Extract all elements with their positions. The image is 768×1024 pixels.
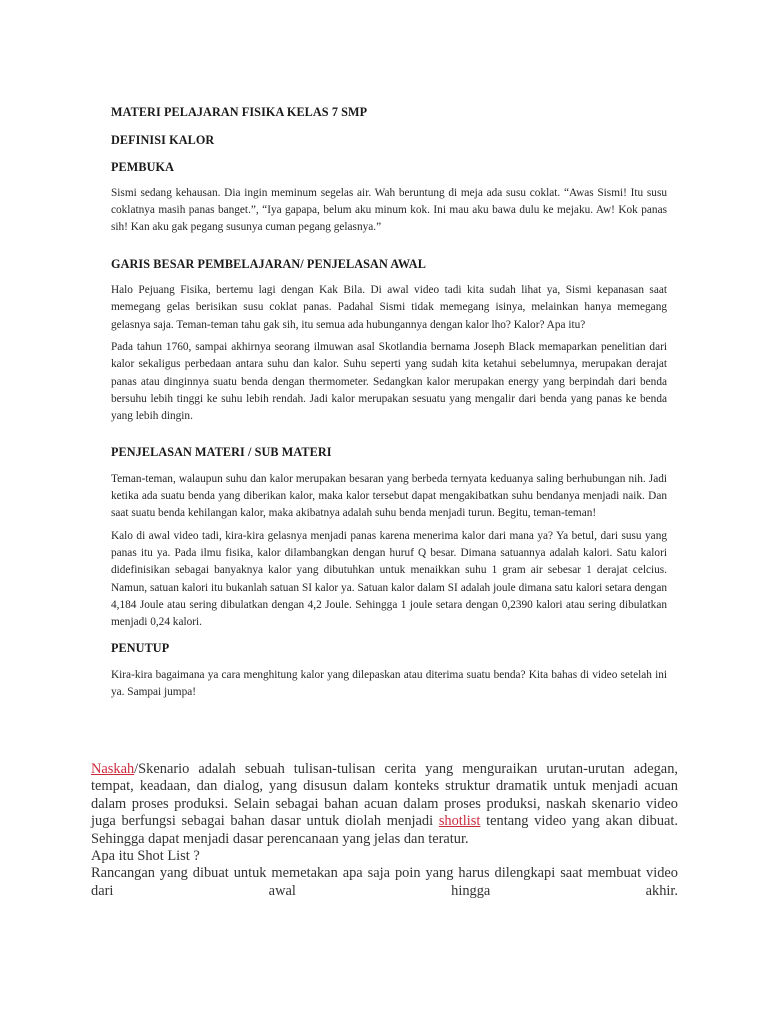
naskah-link[interactable]: Naskah <box>91 761 135 777</box>
section-heading-garis-besar: GARIS BESAR PEMBELAJARAN/ PENJELASAN AWAL <box>111 256 426 271</box>
section-heading-penjelasan-materi: PENJELASAN MATERI / SUB MATERI <box>111 445 332 460</box>
paragraph-garis-besar-1: Halo Pejuang Fisika, bertemu lagi dengan Kak Bila. Di awal video tadi kita sudah lihat ya, Sismi kepanasan saat memegang gelas berisikan susu coklat panas. Padahal Sismi tidak memegang isinya, melainkan hanya memegang gelasnya saja. Teman-teman tahu gak sih, itu semua ada hubungannya dengan kalor lho? Kalor? Apa itu? <box>111 284 667 331</box>
shot-list-question: Apa itu Shot List ? <box>91 848 200 865</box>
section-heading-pembuka: PEMBUKA <box>111 159 174 174</box>
document-subtitle: DEFINISI KALOR <box>111 133 215 148</box>
paragraph-penutup: Kira-kira bagaimana ya cara menghitung kalor yang dilepaskan atau diterima suatu benda? Kita bahas di video setelah ini ya. Sampai jumpa! <box>111 668 667 699</box>
shot-list-answer: Rancangan yang dibuat untuk memetakan apa saja poin yang harus dilengkapi saat membuat video dari awal hingga akhir. <box>91 865 678 899</box>
notes-text-2: tentang video yang akan dibuat. Sehingga dapat menjadi dasar perencanaan yang jelas dan teratur. <box>91 813 678 847</box>
paragraph-pembuka: Sismi sedang kehausan. Dia ingin meminum segelas air. Wah beruntung di meja ada susu coklat. “Awas Sismi! Itu susu coklatnya masih panas banget.”, “Iya gapapa, belum aku minum kok. Ini mau aku bawa dulu ke mejaku. Aw! Kok panas sih! Kan aku gak pegang susunya cuman pegang gelasnya.” <box>111 186 667 234</box>
shotlist-link[interactable]: shotlist <box>438 813 481 830</box>
paragraph-garis-besar-2: Pada tahun 1760, sampai akhirnya seorang ilmuwan asal Skotlandia bernama Joseph Black memaparkan penelitian dari kalor sekaligus perbedaan antara suhu dan kalor. Suhu seperti yang sudah kita ketahui sebelumnya, merupakan derajat panas atau dinginnya suatu benda dengan thermometer. Sedangkan kalor merupakan energy yang berpindah dari benda bersuhu lebih tinggi ke suhu lebih rendah. Jadi kalor merupakan sesuatu yang mengalir dari benda yang panas ke benda yang lebih dingin. <box>111 340 667 423</box>
notes-text-1: /Skenario adalah sebuah tulisan-tulisan cerita yang menguraikan urutan-urutan adegan, tempat, keadaan, dan dialog, yang disusun dalam konteks struktur dramatik untuk menjadi acuan dalam proses produksi. Selain sebagai bahan acuan dalam proses produksi, naskah skenario video juga berfungsi sebagai bahan dasar untuk diolah menjadi <box>91 761 678 830</box>
notes-text <box>91 761 678 900</box>
notes-paragraph <box>91 761 678 848</box>
section-heading-penutup: PENUTUP <box>111 641 170 656</box>
paragraph-penjelasan-2: Kalo di awal video tadi, kira-kira gelasnya menjadi panas karena menerima kalor dari mana ya? Ya betul, dari susu yang panas itu ya. Pada ilmu fisika, kalor dilambangkan dengan huruf Q besar. Dimana satuannya adalah kalori. Satu kalori didefinisikan sebagai banyaknya kalor yang dibutuhkan untuk menaikkan suhu 1 gram air sebesar 1 derajat celcius. Namun, satuan kalori itu bukanlah satuan SI kalor ya. Satuan kalor dalam SI adalah joule dimana satu kalori setara dengan 4,184 Joule atau sering dibulatkan dengan 4,2 Joule. Sehingga 1 joule setara dengan 0,2390 kalori atau sering dibulatkan menjadi 0,24 kalori. <box>111 529 667 629</box>
document-title: MATERI PELAJARAN FISIKA KELAS 7 SMP <box>111 105 368 119</box>
paragraph-penjelasan-1: Teman-teman, walaupun suhu dan kalor merupakan besaran yang berbeda ternyata keduanya saling berhubungan nih. Jadi ketika ada suatu benda yang diberikan kalor, maka kalor tersebut dapat mengakibatkan suhu bendanya menjadi naik. Dan saat suatu benda kehilangan kalor, maka akibatnya adalah suhu benda menjadi turun. Begitu, teman-teman! <box>111 472 667 520</box>
scanned-document <box>111 104 667 701</box>
